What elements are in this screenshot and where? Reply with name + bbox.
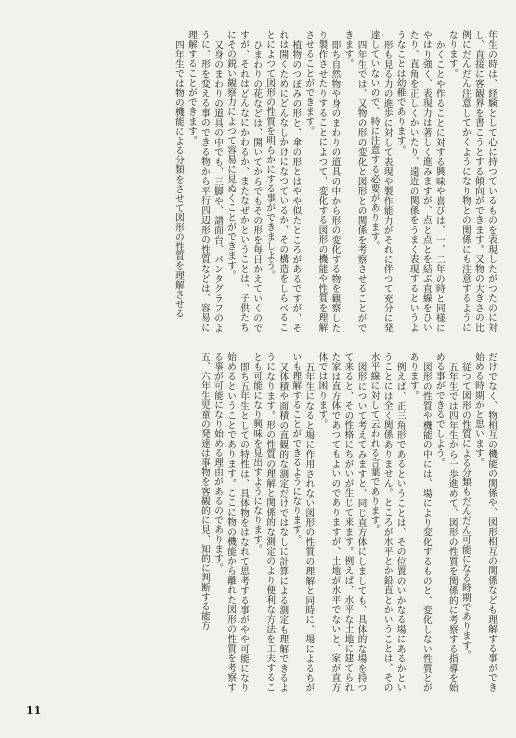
paragraph: 植物のつぼみの形と、傘の形とはやや似たところがあるですが、それは開くためにどんなしかけになつているか、その構造をしらべることによつて図形の性質を明らかにする事ができましよう。 [264,30,302,332]
paragraph: 四年生では、又物の形の変化と図形との関係を考察させることができます。 [342,30,367,332]
paragraph: 又体積や面積の直観的な測定だけではなしに計算による測定も理解できるようになります。形の性質の理解と関係的な測定のより便利な方法を工夫することも可能になり興味を見出すようになります。 [251,352,289,692]
paragraph: 即ち自然物や身のまわりの道具の中から形の変化する物を観察したり製作させたりすることによつて、変化する図形の機能や性質を理解させることができます。 [303,30,341,332]
paragraph: だけでなく、物相互の機能の関係や、図形相互の関係なども理解する事ができ始める時期かと思います。 [472,352,497,692]
paragraph: 四年生では物の機能による分類をさせて図形の性質を理解させる [172,39,184,318]
page-number: 11 [26,704,42,717]
paragraph: 五年生では四年生から一歩進めて、図形の性質を関係的に考察する指導を始める事ができるでしよう。 [433,352,458,692]
paragraph: 図形について考えてみますと、同じ直方体にしましても、具体的な場を持つて来ると、その性格にちがいが生じて来ます。例えば、水平な土地に建てられた家は直方体であつてもよいのでありますが、土地が水平でないと、家が直方体では困ります。 [316,352,367,692]
paragraph: 図形の性質や機能の中には、場により変化するものと、変化しない性質とがあります。 [407,352,432,692]
paragraph: 即ち五年生としての特性は、具体物をはなれて思考する事がやや可能になり始めるということであります。ここに物の機能から離れた図形の性質を考察する事が可能になり始める理由があるのであります。 [212,352,250,692]
upper-text-block [18,30,498,332]
paragraph: 例えば、正三角形であるということは、その位置のいかなる場にあるかということには全く関係ありません。ところが水平とか鉛直とかいうことは、その水平線に対して云われる言葉であります。 [368,352,406,692]
paragraph: 従つて図形の性質による分類もだんだん可能になる時期であります。 [459,361,471,660]
paragraph: ひまわりの花などは、開いてからでもその形を毎日かえていくのですが、それはどんなにかわるか、またなぜかということは、子供たちにその鋭い観察力によつて容易に見ぬくことができます。 [225,30,263,332]
paragraph: 五年生になると場に作用されない図形の性質の理解と同時に、場によるちがいも理解することができるようになります。 [290,352,315,692]
paragraph: 又身のまわりの道具の中でも、三脚や、譜面台、パンタグラフのように、形を変える事のできる物から平行四辺形の性質などは、容易に理解することができます。 [185,30,224,332]
paragraph: 年生の時は、経験として心に持つているものを表現したがつたのに対し、直接に客観界を書こうとする傾向ができます。又物の大きさの比例にだんだん注意してかくようになり物との関係にも注意するようになります。 [446,30,497,332]
paragraph: かくことや作ることに対する興味や喜びは、一、二年の時と同様にやはり強く、表現力は著しく進みますが、点と点とを結ぶ直線をひいたり、直角を正しくかいたり、遠近の関係をうまく表現するというようなことは幼稚であります。 [394,30,445,332]
lower-text-block [18,352,498,692]
paragraph: 形も見る力の進歩に対して表現や製作能力がそれに伴つて充分に発達していないので、特に注意する必要があります。 [368,30,393,332]
section-heading-paragraph: 五、六年生児童の発達は事物を客観的に見、知的に判断する能方 [198,352,210,631]
